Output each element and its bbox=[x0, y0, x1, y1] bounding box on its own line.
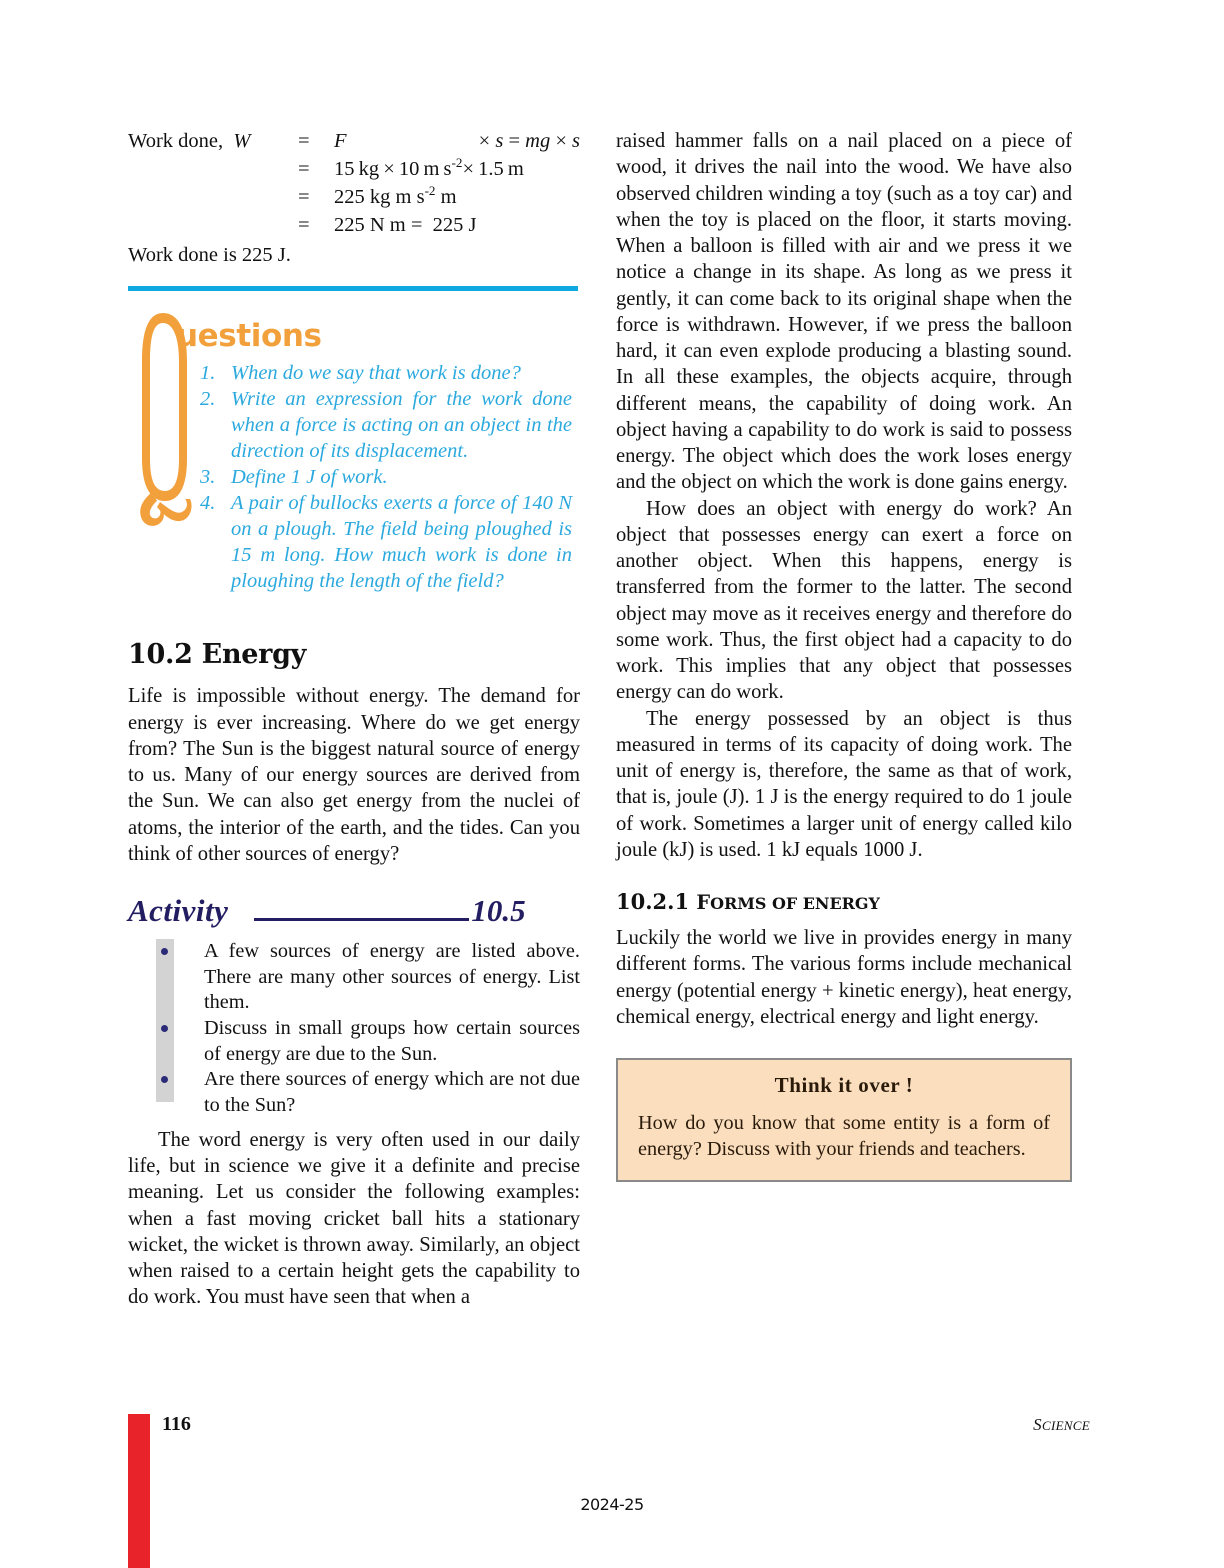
activity-label: Activity bbox=[128, 893, 229, 929]
right-column bbox=[616, 128, 1072, 1182]
subsection-title-rest: ORMS OF ENERGY bbox=[710, 894, 880, 913]
subsection-number: 10.2.1 bbox=[616, 889, 690, 914]
list-item bbox=[204, 939, 580, 1016]
activity-list bbox=[204, 939, 580, 1119]
question-number: 2. bbox=[200, 388, 216, 411]
activity-body bbox=[128, 939, 580, 1119]
footer-book-initial: S bbox=[1033, 1415, 1042, 1434]
worked-value: 225 kg m $s^{-2}$ m bbox=[334, 182, 457, 208]
cyan-divider bbox=[128, 286, 578, 291]
list-item bbox=[204, 1067, 580, 1118]
left-column bbox=[128, 128, 580, 1311]
list-item bbox=[204, 1016, 580, 1067]
worked-value: 225 N m = 225 J bbox=[334, 213, 477, 236]
right-paragraph-3: The energy possessed by an object is thus measured in terms of its capacity of doing work. The unit of energy is, therefore, the same as that of work, that is, joule (J). 1 J is the energy required to do 1 joule of work. Sometimes a larger unit of energy called kilo joule (kJ) is used. 1 kJ equals 1000 J. bbox=[616, 707, 1072, 861]
worked-example-block bbox=[128, 128, 580, 269]
footer-book-rest: CIENCE bbox=[1041, 1418, 1090, 1433]
page-title: 10.2 Energy bbox=[128, 639, 307, 671]
subsection-title-initial: F bbox=[696, 891, 711, 914]
questions-block bbox=[128, 309, 580, 609]
question-number: 3. bbox=[200, 466, 216, 489]
think-it-over-box bbox=[616, 1058, 1072, 1182]
activity-item-text: Discuss in small groups how certain sources of energy are due to the Sun. bbox=[204, 1017, 580, 1065]
question-text: A pair of bullocks exerts a force of 140 N on a plough. The field being ploughed is 15 m long. How much work is done in ploughing the length of the field? bbox=[231, 491, 572, 592]
worked-value-cont: × s = mg × s bbox=[473, 130, 580, 152]
activity-item-text: A few sources of energy are listed above. There are many other sources of energy. List them. bbox=[204, 940, 580, 1014]
worked-label: Work done, W bbox=[128, 130, 251, 152]
worked-value: 15 kg × 10 m $s^{-2}\times 1.5$ m bbox=[334, 155, 524, 180]
question-number: 1. bbox=[200, 362, 216, 385]
right-paragraph-4: Luckily the world we live in provides energy in many different forms. The various forms include mechanical energy (potential energy + kinetic energy), heat energy, chemical energy, electrical energy and light energy. bbox=[616, 927, 1072, 1028]
subsection-heading bbox=[616, 889, 1072, 914]
worked-conclusion: Work done is 225 J. bbox=[128, 243, 291, 266]
think-it-over-title: Think it over ! bbox=[774, 1073, 914, 1097]
year-stamp: 2024-25 bbox=[580, 1495, 644, 1514]
question-text: When do we say that work is done? bbox=[231, 362, 521, 385]
think-it-over-text: How do you know that some entity is a form of energy? Discuss with your friends and teachers. bbox=[638, 1112, 1050, 1160]
footer-red-bar bbox=[128, 1414, 150, 1568]
question-text: Write an expression for the work done when a force is acting on an object in the direction of its displacement. bbox=[231, 388, 572, 463]
worked-equals: = bbox=[298, 130, 310, 152]
worked-equals: = bbox=[298, 157, 310, 180]
list-item bbox=[200, 387, 572, 465]
list-item bbox=[200, 491, 572, 595]
question-text: Define 1 J of work. bbox=[231, 466, 388, 489]
list-item bbox=[200, 361, 572, 387]
worked-row bbox=[128, 212, 580, 240]
activity-heading bbox=[128, 893, 580, 929]
list-item bbox=[200, 465, 572, 491]
left-closing-paragraph: The word energy is very often used in our daily life, but in science we give it a definite and precise meaning. Let us consider the following examples: when a fast moving cricket ball hits a stationary wicket, the wicket is thrown away. Similarly, an object when raised to a certain height gets the capability to do work. You must have seen that when a bbox=[128, 1128, 580, 1309]
activity-rule bbox=[254, 918, 469, 921]
page-number: 116 bbox=[162, 1413, 191, 1435]
activity-number: 10.5 bbox=[471, 893, 526, 929]
questions-list bbox=[200, 361, 572, 594]
worked-equals: = bbox=[298, 213, 310, 236]
footer-book-name bbox=[1033, 1415, 1090, 1435]
worked-row bbox=[128, 184, 580, 212]
questions-heading-text: uestions bbox=[176, 318, 322, 355]
section-intro-paragraph: Life is impossible without energy. The demand for energy is ever increasing. Where do we get energy from? The Sun is the biggest natural source of energy to us. Many of our energy sources are derived from the Sun. We can also get energy from the nuclei of atoms, the interior of the earth, and the tides. Can you think of other sources of energy? bbox=[128, 685, 580, 865]
right-paragraph-1: raised hammer falls on a nail placed on a piece of wood, it drives the nail into the wood. We have also observed children winding a toy (such as a toy car) and when the toy is placed on the floor, it starts moving. When a balloon is filled with air and we press it we notice a change in its shape. As long as we press it gently, it can come back to its original shape when the force is withdrawn. However, if we press the balloon hard, it can even explode producing a blasting sound. In all these examples, the objects acquire, through different means, the capability of doing work. An object having a capability to do work is said to possess energy. The object which does the work loses energy and the object on which the work is done gains energy. bbox=[616, 130, 1072, 494]
question-number: 4. bbox=[200, 491, 216, 514]
right-paragraph-2: How does an object with energy do work? An object that possesses energy can exert a force on another object. When this happens, energy is transferred from the former to the latter. The second object may move as it receives energy and therefore do some work. Thus, the first object had a capacity to do work. This implies that any object that possesses energy can do work. bbox=[616, 497, 1072, 704]
questions-heading bbox=[176, 318, 322, 354]
worked-row bbox=[128, 128, 580, 156]
worked-row bbox=[128, 156, 580, 184]
worked-value: F bbox=[334, 130, 347, 152]
worked-equals: = bbox=[298, 185, 310, 208]
activity-item-text: Are there sources of energy which are not due to the Sun? bbox=[204, 1068, 580, 1117]
